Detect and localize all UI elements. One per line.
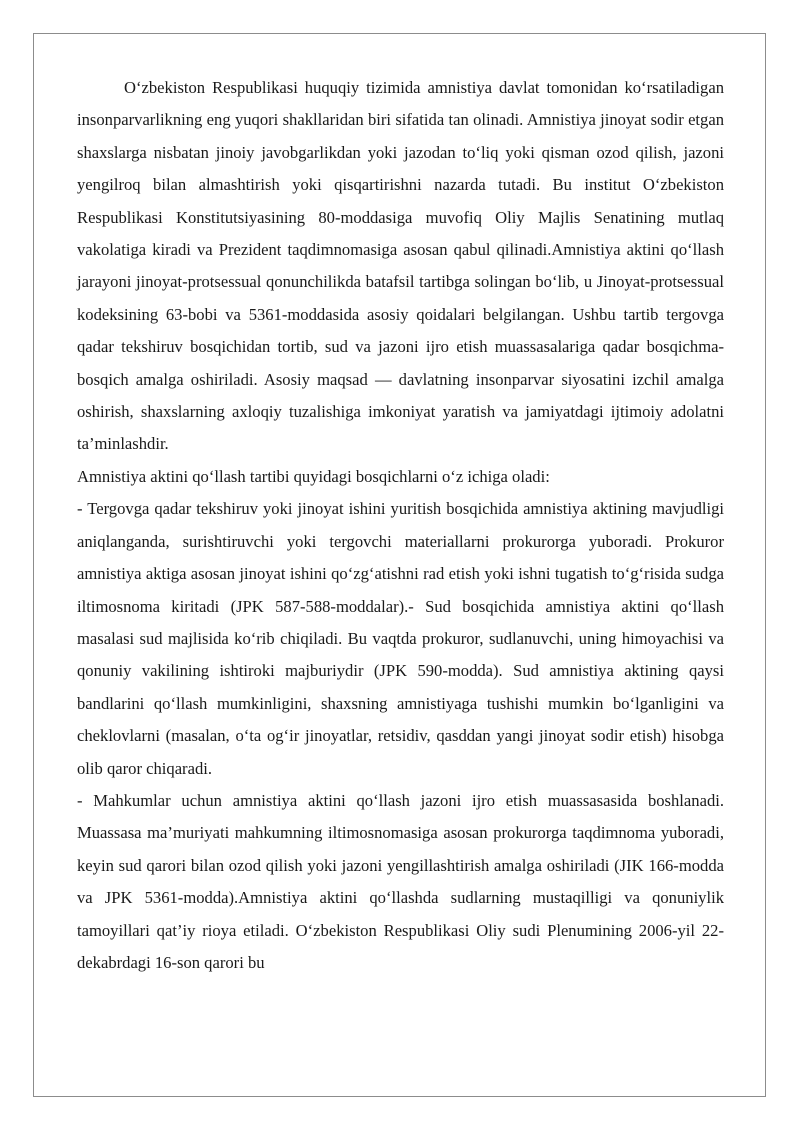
paragraph-convicts-stage: - Mahkumlar uchun amnistiya aktini qo‘llash jazoni ijro etish muassasasida boshlanadi. Muassasa ma’muriyati mahkumning iltimosnomasiga asosan prokurorga taqdimnoma yuboradi, keyin sud qarori bilan ozod qilish yoki jazoni yengillashtirish amalga oshiriladi (JIK 166-modda va JPK 5361-modda).Amnistiya aktini qo‘llashda sudlarning mustaqilligi va qonuniylik tamoyillari qat’iy rioya etiladi. O‘zbekiston Respublikasi Oliy sudi Plenumining 2006-yil 22-dekabrdagi 16-son qarori bu [77,790,724,972]
paragraph-investigation-stage: - Tergovga qadar tekshiruv yoki jinoyat ishini yuritish bosqichida amnistiya aktining mavjudligi aniqlanganda, surishtiruvchi yoki tergovchi materiallarni prokurorga yuboradi. Prokuror amnistiya aktiga asosan jinoyat ishini qo‘zg‘atishni rad etish yoki ishni tugatish to‘g‘risida sudga iltimosnoma kiritadi (JPK 587-588-moddalar).- Sud bosqichida amnistiya aktini qo‘llash masalasi sud majlisida ko‘rib chiqiladi. Bu vaqtda prokuror, sudlanuvchi, uning himoyachisi va qonuniy vakilining ishtiroki majburiydir (JPK 590-modda). Sud amnistiya aktining qaysi bandlarini qo‘llash mumkinligini, shaxsning amnistiyaga tushishi mumkin bo‘lganligini va cheklovlarni (masalan, o‘ta og‘ir jinoyatlar, retsidiv, qasddan yangi jinoyat sodir etish) hisobga olib qaror chiqaradi. [77,499,724,778]
paragraph-stages-heading: Amnistiya aktini qo‘llash tartibi quyidagi bosqichlarni o‘z ichiga oladi: [77,466,550,486]
paragraph-intro: O‘zbekiston Respublikasi huquqiy tizimida amnistiya davlat tomonidan ko‘rsatiladigan insonparvarlikning eng yuqori shakllaridan biri sifatida tan olinadi. Amnistiya jinoyat sodir etgan shaxslarga nisbatan jinoiy javobgarlikdan yoki jazodan to‘liq yoki qisman ozod qilish, jazoni yengilroq bilan almashtirish yoki qisqartirishni nazarda tutadi. Bu institut O‘zbekiston Respublikasi Konstitutsiyasining 80-moddasiga muvofiq Oliy Majlis Senatining mutlaq vakolatiga kiradi va Prezident taqdimnomasiga asosan qabul qilinadi.Amnistiya aktini qo‘llash jarayoni jinoyat-protsessual qonunchilikda batafsil tartibga solingan bo‘lib, u Jinoyat-protsessual kodeksining 63-bobi va 5361-moddasida asosiy qoidalari belgilangan. Ushbu tartib tergovga qadar tekshiruv bosqichidan tortib, sud va jazoni ijro etish muassasalariga qadar bosqichma-bosqich amalga oshiriladi. Asosiy maqsad — davlatning insonparvar siyosatini izchil amalga oshirish, shaxslarning axloqiy tuzalishiga imkoniyat yaratish va jamiyatdagi ijtimoiy adolatni ta’minlashdir. [77,78,724,454]
document-body [77,72,724,979]
